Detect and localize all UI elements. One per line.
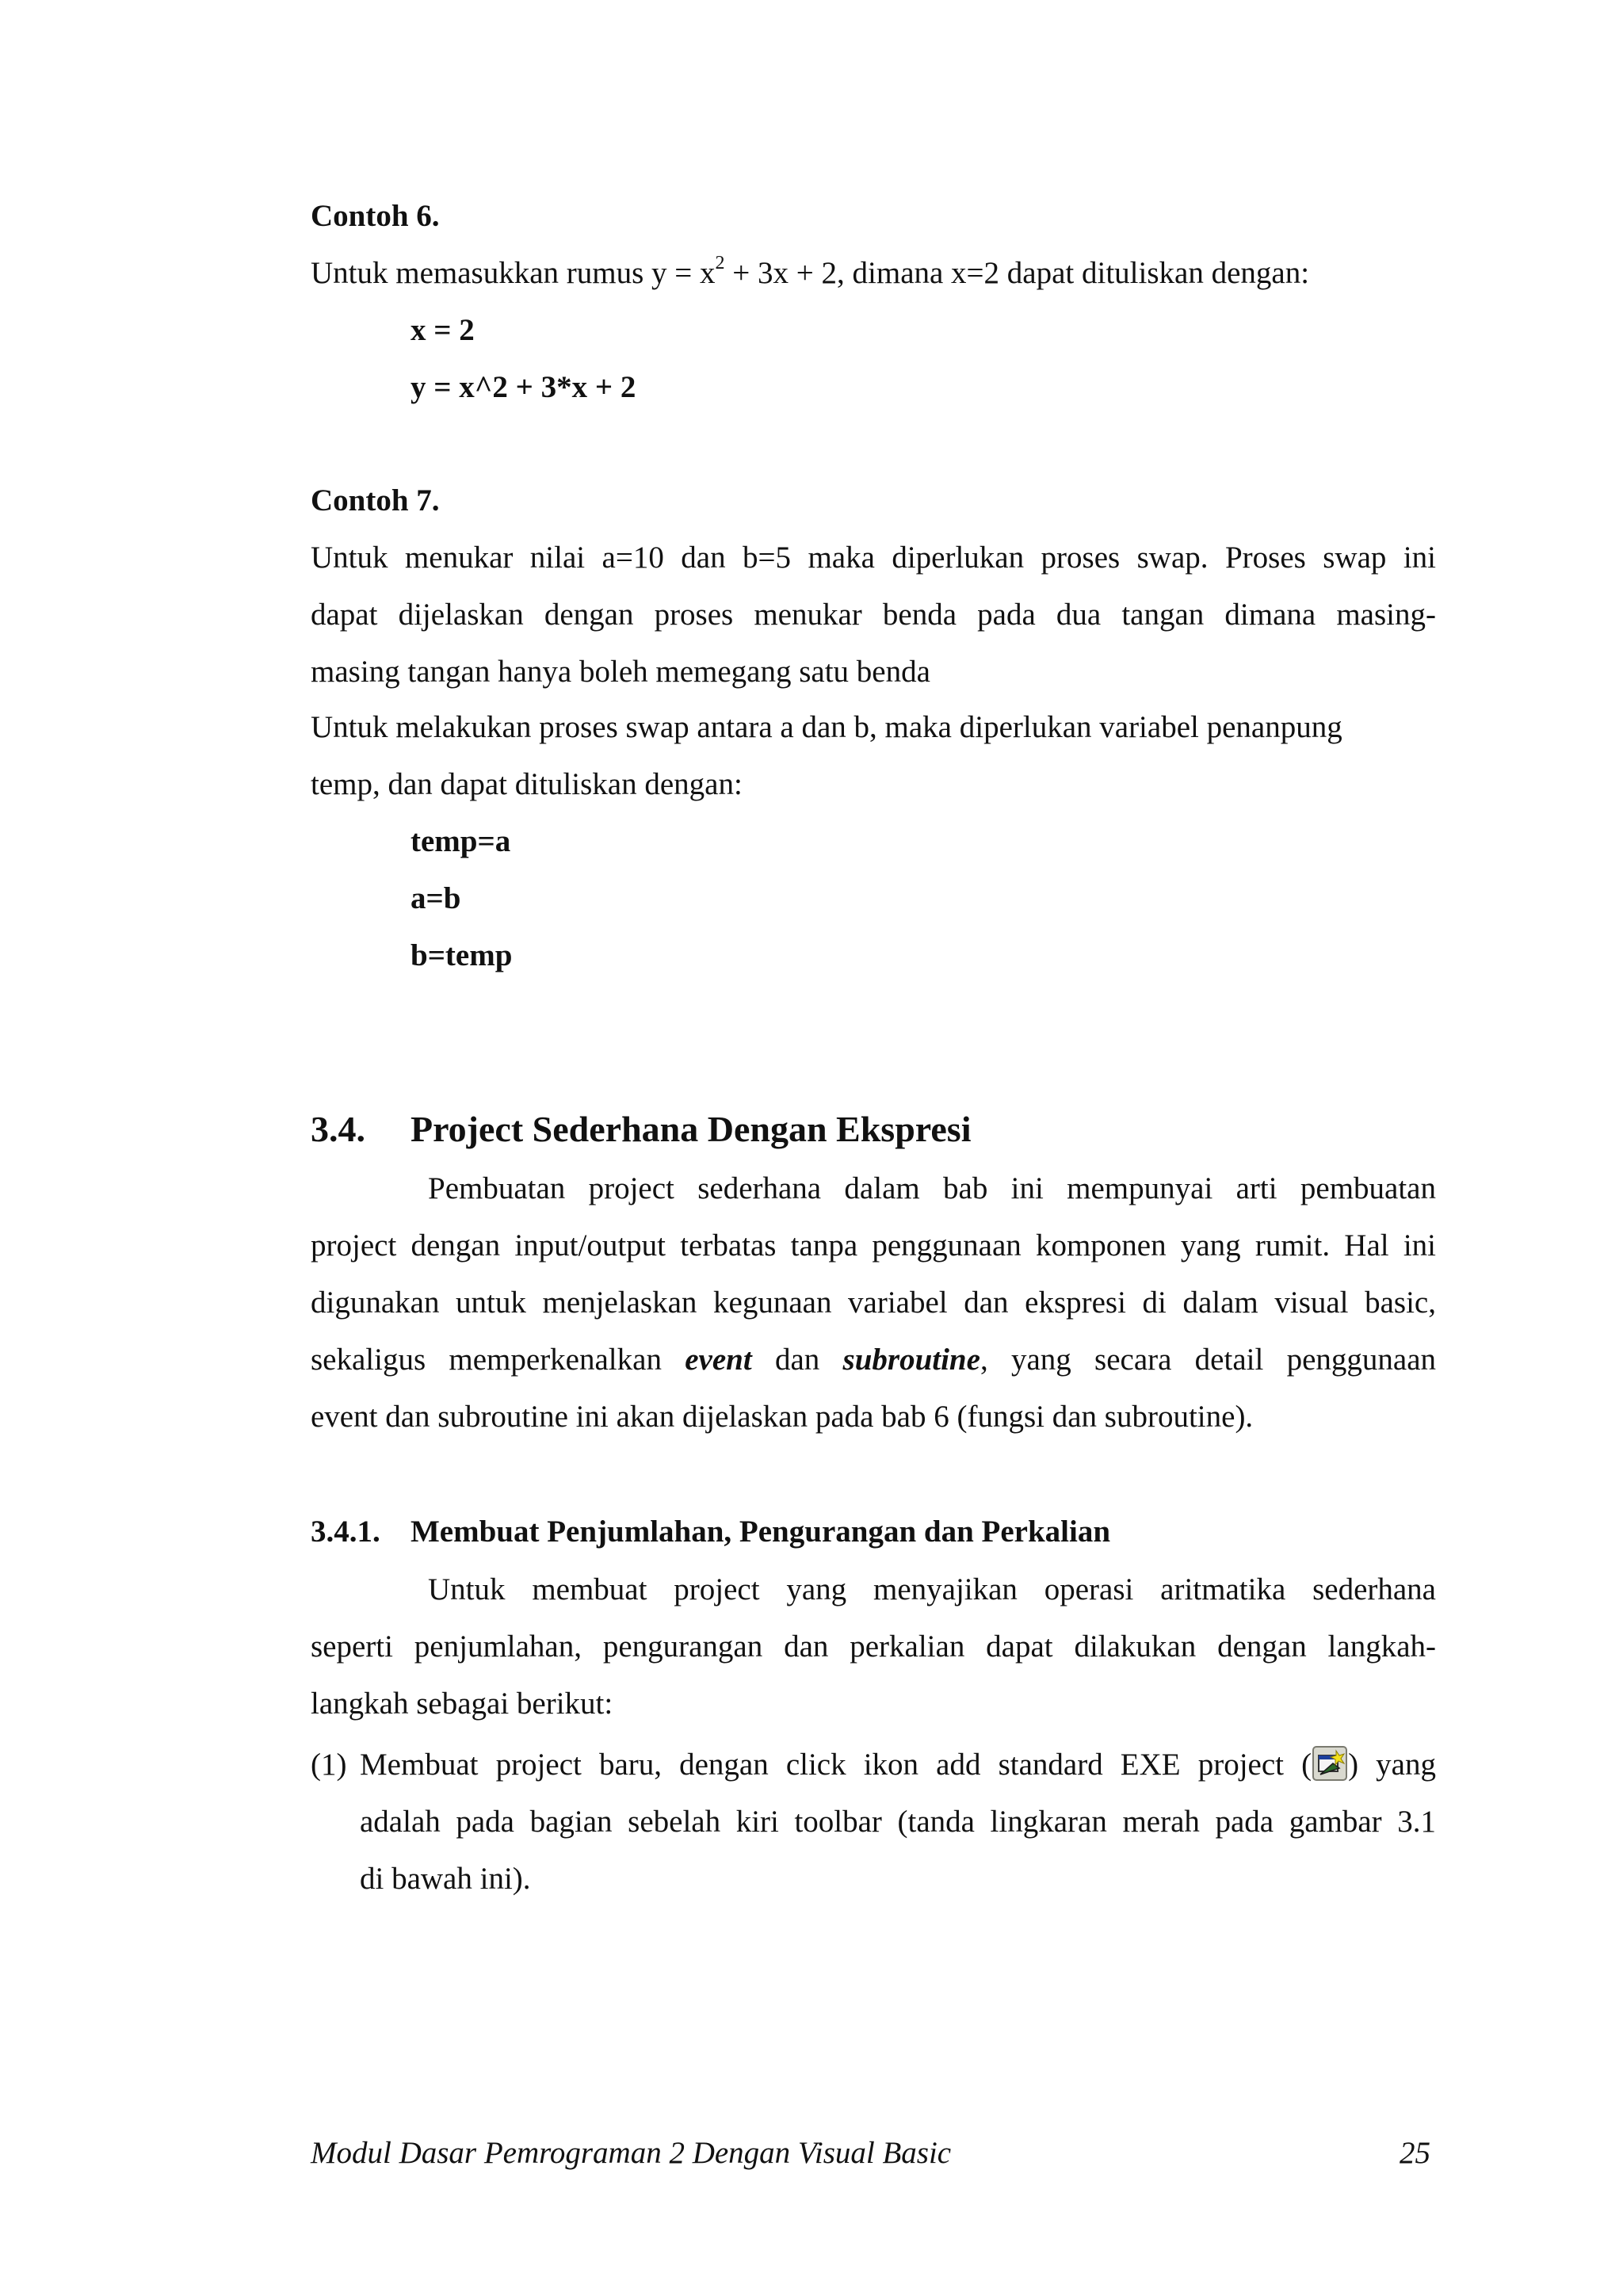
code-line: y = x^2 + 3*x + 2 [411,370,636,404]
paragraph-text: dan [751,1343,843,1377]
paragraph-line [311,1341,1436,1379]
subsection-title: Membuat Penjumlahan, Pengurangan dan Perkalian [411,1515,1111,1549]
paragraph-line: Untuk melakukan proses swap antara a dan b, maka diperlukan variabel penanpung [311,710,1342,744]
paragraph-line: Pembuatan project sederhana dalam bab ini mempunyai arti pembuatan [428,1171,1436,1205]
list-item-line [360,1746,1436,1784]
paragraph-text: , yang secara detail penggunaan [980,1343,1436,1377]
paragraph-line: Untuk menukar nilai a=10 dan b=5 maka diperlukan proses swap. Proses swap ini [311,541,1436,575]
list-item-line: di bawah ini). [360,1862,531,1896]
emphasis-subroutine: subroutine [842,1343,980,1377]
paragraph-line: digunakan untuk menjelaskan kegunaan variabel dan ekspresi di dalam visual basic, [311,1286,1436,1320]
contoh-6-text [311,254,1309,292]
list-item-marker: (1) [311,1748,347,1782]
paragraph-line: Untuk membuat project yang menyajikan operasi aritmatika sederhana [428,1572,1436,1606]
page-number: 25 [1400,2136,1430,2170]
emphasis-event: event [685,1343,752,1377]
paragraph-line: seperti penjumlahan, pengurangan dan perkalian dapat dilakukan dengan langkah- [311,1629,1436,1664]
contoh-6-text-start: Untuk memasukkan rumus y = x [311,256,716,290]
code-line: temp=a [411,824,511,858]
list-item-text: Membuat project baru, dengan click ikon add standard EXE project ( [360,1748,1312,1782]
contoh-6-text-end: + 3x + 2, dimana x=2 dapat dituliskan dengan: [724,256,1310,290]
code-line: b=temp [411,938,513,972]
paragraph-line: dapat dijelaskan dengan proses menukar benda pada dua tangan dimana masing- [311,598,1436,632]
subsection-number: 3.4.1. [311,1515,380,1549]
paragraph-text: sekaligus memperkenalkan [311,1343,685,1377]
list-item-text: ) yang [1348,1748,1436,1782]
section-number: 3.4. [311,1109,365,1149]
paragraph-line: temp, dan dapat dituliskan dengan: [311,767,743,801]
exponent-superscript: 2 [715,253,725,273]
code-line: a=b [411,881,461,915]
footer-title: Modul Dasar Pemrograman 2 Dengan Visual Basic [311,2136,952,2170]
code-line: x = 2 [411,313,475,347]
contoh-6-title: Contoh 6. [311,199,440,233]
paragraph-line: langkah sebagai berikut: [311,1687,613,1721]
paragraph-line: project dengan input/output terbatas tanpa penggunaan komponen yang rumit. Hal ini [311,1228,1436,1263]
paragraph-line: event dan subroutine ini akan dijelaskan pada bab 6 (fungsi dan subroutine). [311,1400,1254,1434]
add-standard-exe-project-icon [1312,1746,1347,1781]
section-title: Project Sederhana Dengan Ekspresi [411,1109,972,1149]
list-item-line: adalah pada bagian sebelah kiri toolbar (tanda lingkaran merah pada gambar 3.1 [360,1805,1436,1839]
contoh-7-title: Contoh 7. [311,483,440,518]
paragraph-line: masing tangan hanya boleh memegang satu benda [311,655,930,689]
